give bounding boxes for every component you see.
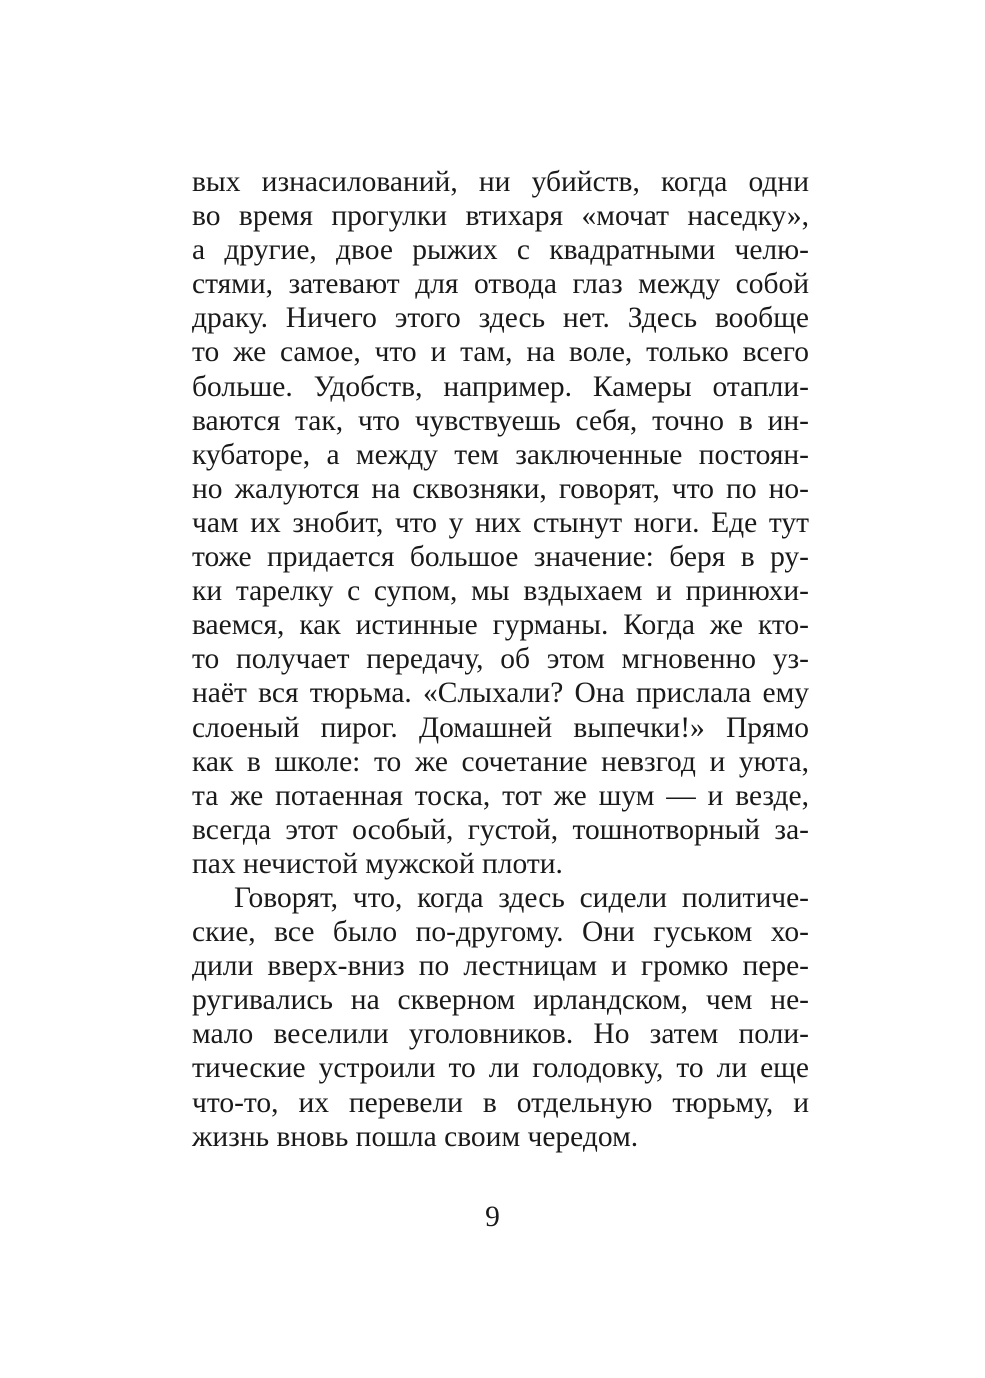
text-line: Говорят, что, когда здесь сидели политиче- <box>234 881 809 914</box>
text-line: во время прогулки втихаря «мочат наседку», <box>192 200 809 233</box>
text-line: но жалуются на сквозняки, говорят, что по но- <box>192 472 809 505</box>
paragraph-1 <box>192 165 809 881</box>
text-line: что-то, их перевели в отдельную тюрьму, и <box>192 1086 809 1119</box>
text-line: вых изнасилований, ни убийств, когда одни <box>192 166 809 198</box>
text-line: ваемся, как истинные гурманы. Когда же кто- <box>192 609 809 642</box>
text-line: мало веселили уголовников. Но затем поли- <box>192 1018 809 1051</box>
text-line: дили вверх-вниз по лестницам и громко пере- <box>192 950 809 983</box>
text-line: тические устроили то ли голодовку, то ли еще <box>192 1052 809 1085</box>
paragraph-2 <box>192 881 809 1154</box>
text-line: жизнь вновь пошла своим чередом. <box>192 1120 639 1153</box>
text-line: как в школе: то же сочетание невзгод и уюта, <box>192 745 809 778</box>
text-line: та же потаенная тоска, тот же шум — и везде, <box>192 779 809 812</box>
page-number: 9 <box>485 1201 500 1233</box>
text-line: чам их знобит, что у них стынут ноги. Еде тут <box>192 506 809 539</box>
text-line: ругивались на скверном ирландском, чем не- <box>192 984 809 1017</box>
text-line: стями, затевают для отвода глаз между собой <box>192 268 809 301</box>
text-line: наёт вся тюрьма. «Слыхали? Она прислала ему <box>192 677 809 710</box>
text-line: ки тарелку с супом, мы вздыхаем и принюхи- <box>192 575 809 608</box>
text-line: слоеный пирог. Домашней выпечки!» Прямо <box>192 711 809 744</box>
text-line: драку. Ничего этого здесь нет. Здесь вообще <box>192 302 809 335</box>
text-line: то же самое, что и там, на воле, только всего <box>192 336 809 369</box>
text-line: ваются так, что чувствуешь себя, точно в ин- <box>192 404 809 437</box>
text-line: всегда этот особый, густой, тошнотворный за- <box>192 813 809 846</box>
text-line: ские, все было по-другому. Они гуськом хо- <box>192 916 809 949</box>
body-text <box>192 165 809 1154</box>
text-line: тоже придается большое значение: беря в ру- <box>192 541 809 574</box>
text-line: кубаторе, а между тем заключенные постоян- <box>192 438 809 471</box>
text-line: а другие, двое рыжих с квадратными челю- <box>192 234 809 267</box>
text-line: то получает передачу, об этом мгновенно уз- <box>192 643 809 676</box>
text-line: больше. Удобств, например. Камеры отапли- <box>192 370 809 403</box>
text-line: пах нечистой мужской плоти. <box>192 847 563 880</box>
